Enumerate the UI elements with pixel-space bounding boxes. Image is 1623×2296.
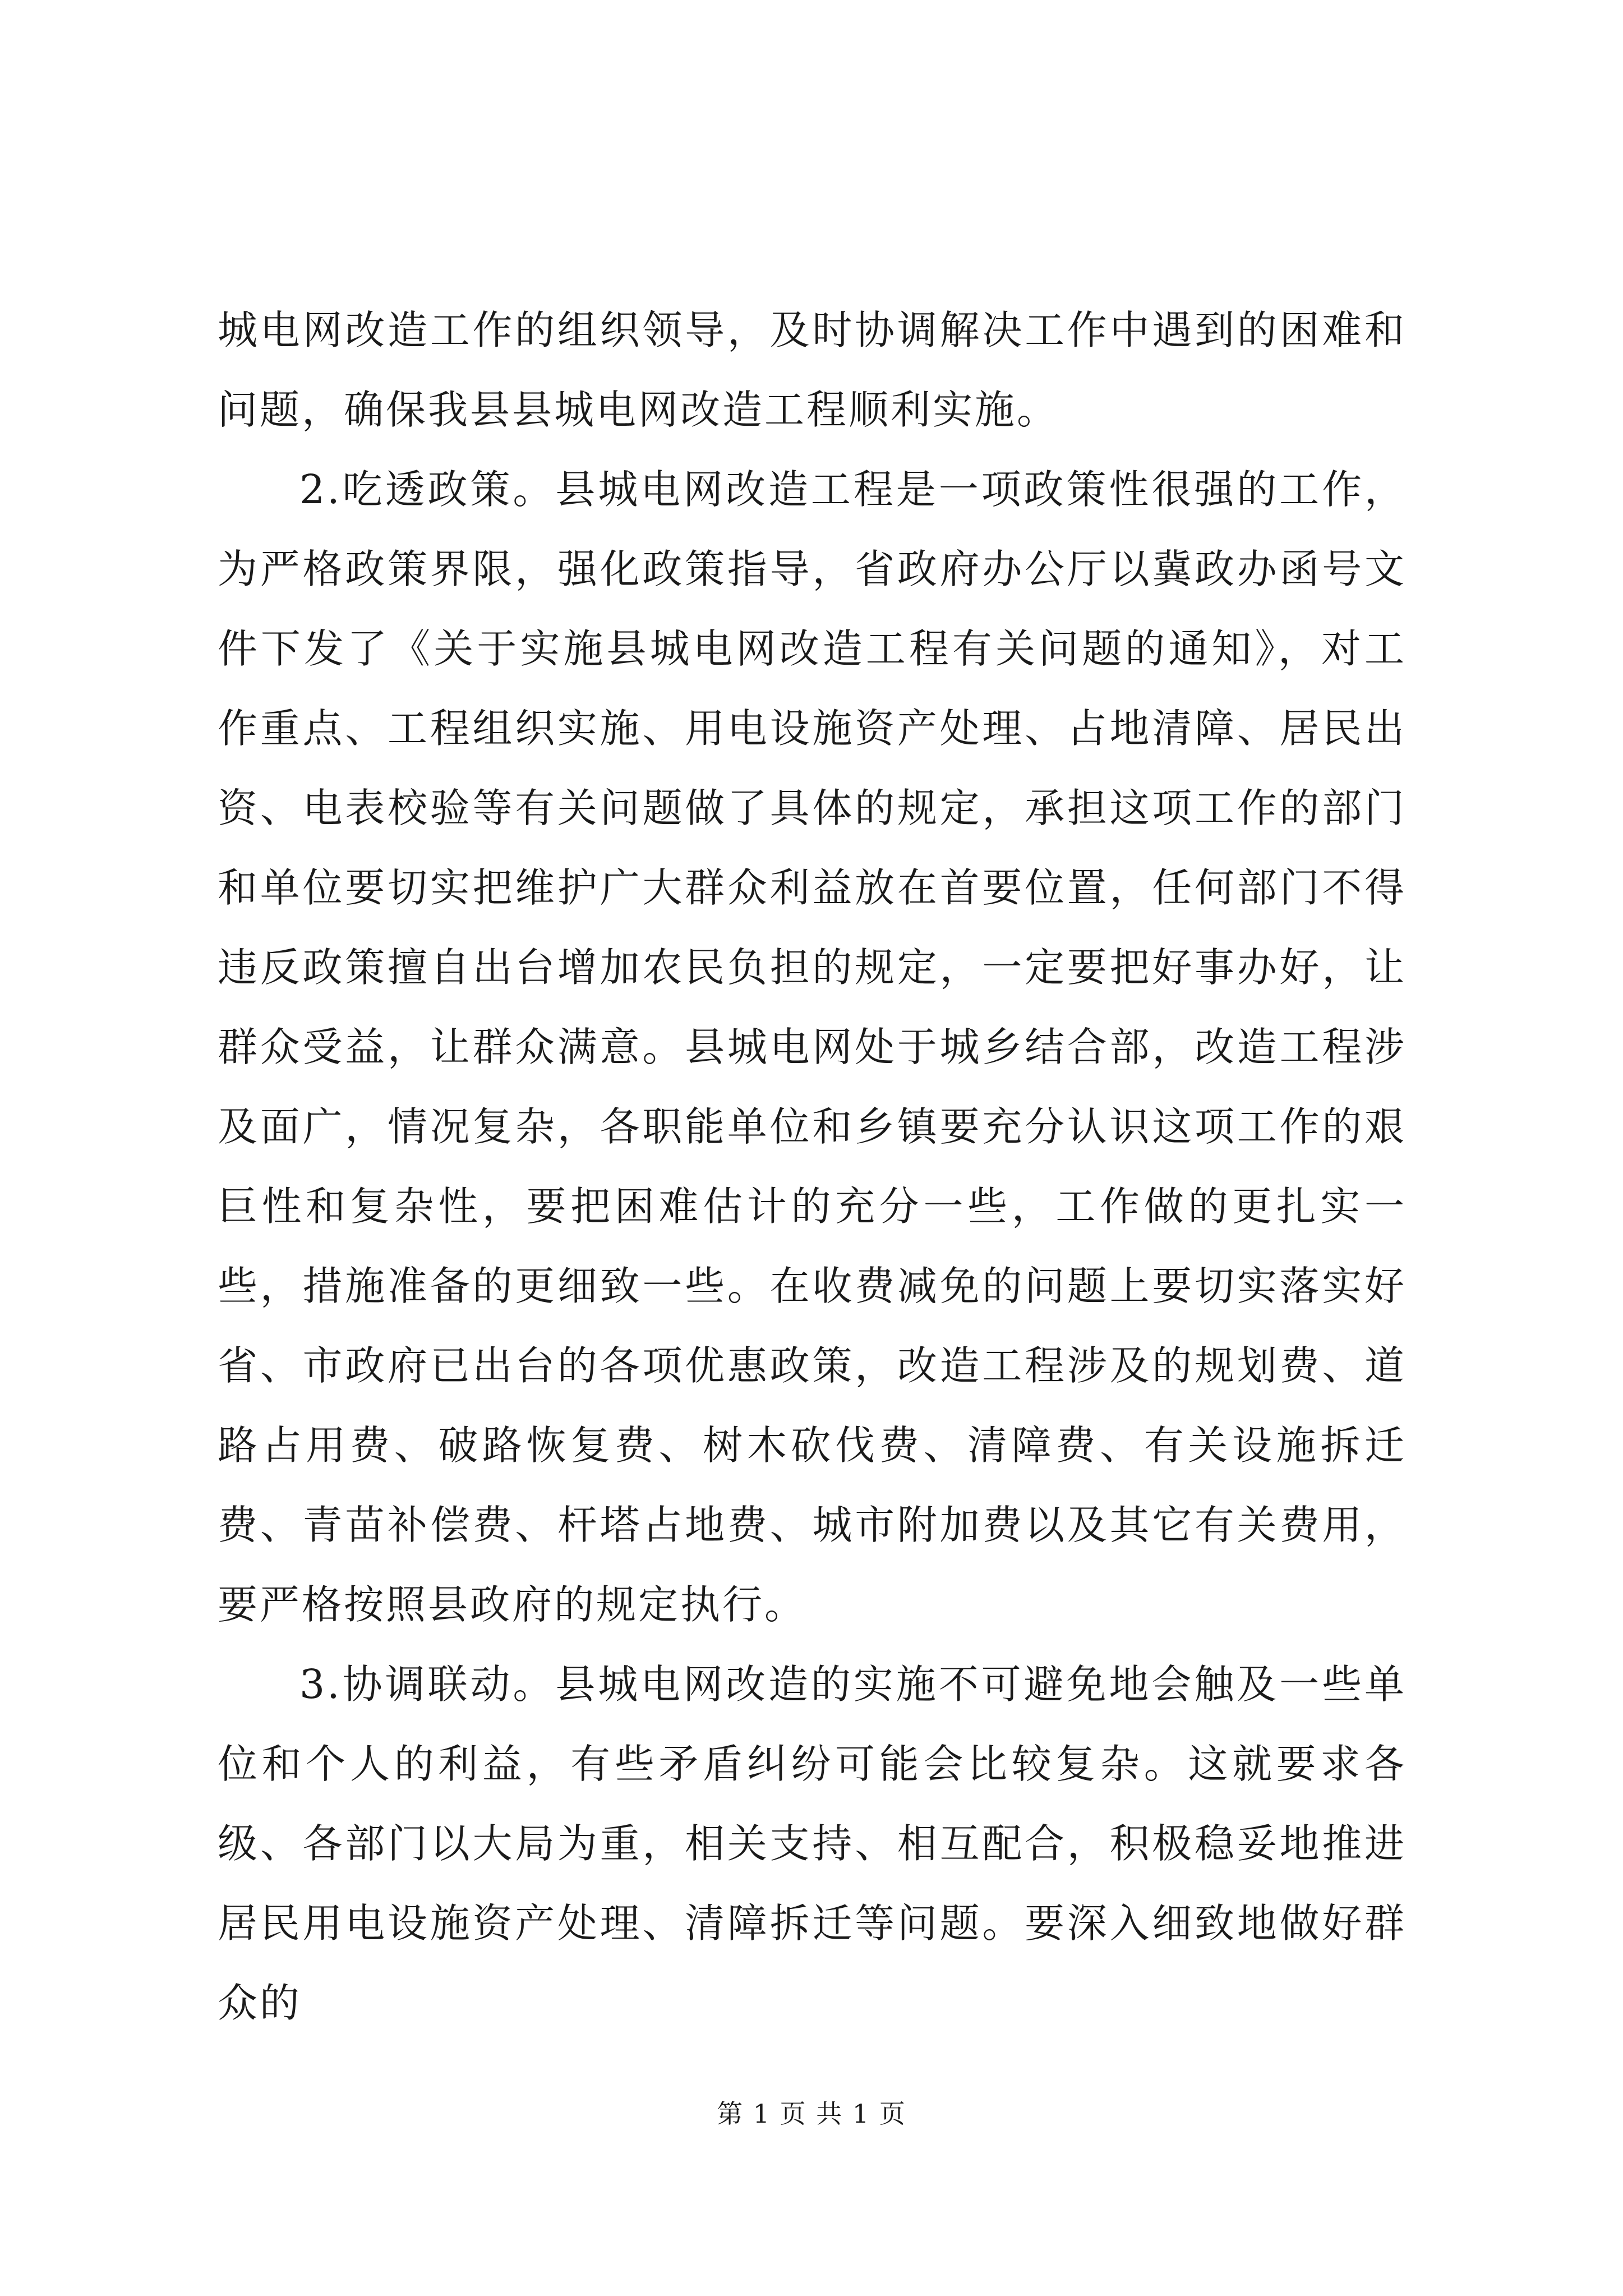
- page-number-label: 第 1 页 共 1 页: [717, 2099, 906, 2129]
- paragraph-policy: 2.吃透政策。县城电网改造工程是一项政策性很强的工作，为严格政策界限，强化政策指导，省政府办公厅以冀政办函号文件下发了《关于实施县城电网改造工程有关问题的通知》，对工作重点、工程组织实施、用电设施资产处理、占地清障、居民出资、电表校验等有关问题做了具体的规定，承担这项工作的部门和单位要切实把维护广大群众利益放在首要位置，任何部门不得违反政策擅自出台增加农民负担的规定，一定要把好事办好，让群众受益，让群众满意。县城电网处于城乡结合部，改造工程涉及面广，情况复杂，各职能单位和乡镇要充分认识这项工作的艰巨性和复杂性，要把困难估计的充分一些，工作做的更扎实一些，措施准备的更细致一些。在收费减免的问题上要切实落实好省、市政府已出台的各项优惠政策，改造工程涉及的规划费、道路占用费、破路恢复费、树木砍伐费、清障费、有关设施拆迁费、青苗补偿费、杆塔占地费、城市附加费以及其它有关费用，要严格按照县政府的规定执行。: [218, 466, 1407, 1628]
- paragraph-continuation: 城电网改造工作的组织领导，及时协调解决工作中遇到的困难和问题，确保我县县城电网改造工程顺利实施。: [218, 307, 1407, 433]
- body-text: [218, 291, 1407, 2043]
- paragraph-coordination: 3.协调联动。县城电网改造的实施不可避免地会触及一些单位和个人的利益，有些矛盾纠纷可能会比较复杂。这就要求各级、各部门以大局为重，相关支持、相互配合，积极稳妥地推进居民用电设施资产处理、清障拆迁等问题。要深入细致地做好群众的: [218, 1661, 1407, 2026]
- page-footer: [0, 2097, 1623, 2131]
